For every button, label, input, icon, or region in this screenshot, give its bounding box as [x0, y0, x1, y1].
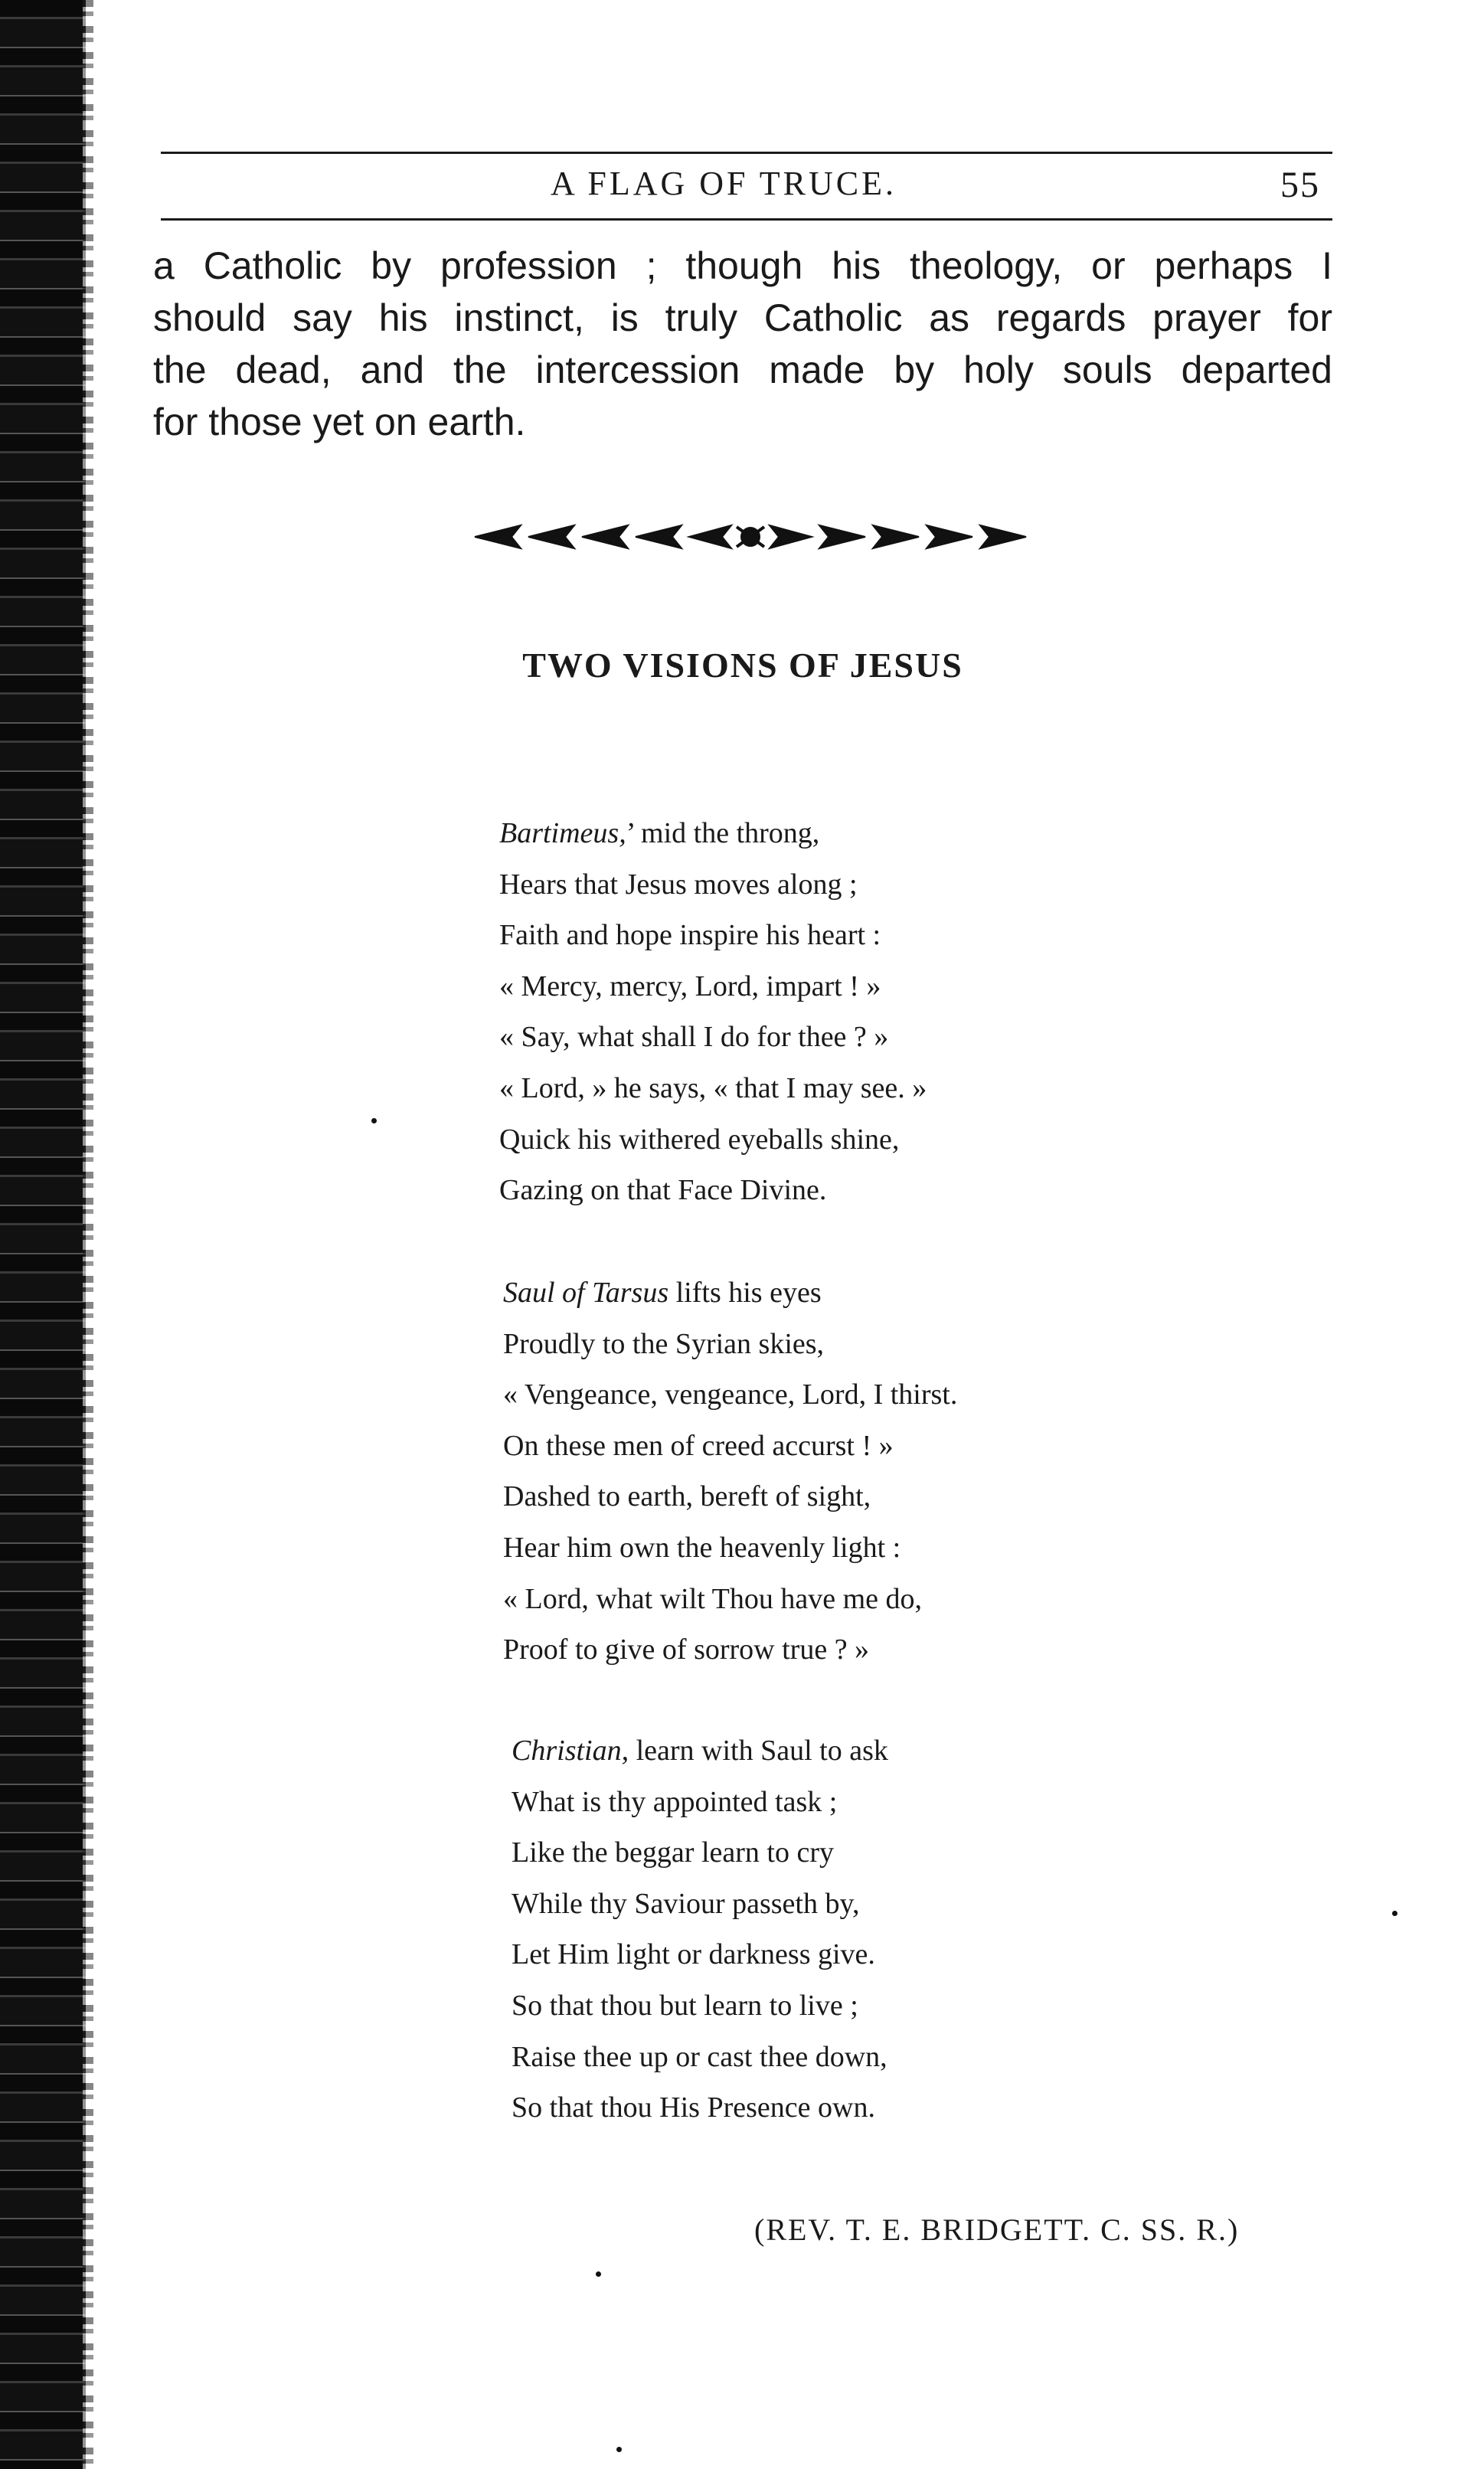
verse-line: « Mercy, mercy, Lord, impart ! » — [499, 970, 881, 1002]
prose-paragraph — [153, 240, 1332, 448]
prose-line: should say his instinct, is truly Catholic as regards prayer for — [153, 296, 1332, 339]
poem-title: TWO VISIONS OF JESUS — [522, 646, 963, 685]
page-number: 55 — [1280, 165, 1320, 205]
verse-line: « Say, what shall I do for thee ? » — [499, 1021, 889, 1054]
verse-line — [499, 808, 927, 859]
prose-line: a Catholic by profession ; though his theology, or perhaps I — [153, 244, 1332, 287]
running-title: A FLAG OF TRUCE. — [551, 165, 897, 202]
verse-text: lifts his eyes — [668, 1277, 822, 1309]
verse-line — [512, 1725, 888, 1777]
header-rule-top — [161, 152, 1332, 154]
poem-stanza — [499, 808, 927, 1216]
verse-line: So that thou His Presence own. — [512, 2091, 875, 2124]
verse-lead-italic: Bartimeus, — [499, 817, 626, 849]
verse-line: « Lord, » he says, « that I may see. » — [499, 1071, 927, 1104]
verse-line: Faith and hope inspire his heart : — [499, 919, 881, 952]
verse-line: Proudly to the Syrian skies, — [503, 1327, 825, 1360]
prose-line: the dead, and the intercession made by holy souls departed — [153, 348, 1332, 391]
verse-line: Like the beggar learn to cry — [512, 1836, 834, 1869]
print-speck — [596, 2271, 601, 2277]
verse-line: Hears that Jesus moves along ; — [499, 868, 858, 901]
verse-line: Proof to give of sorrow true ? » — [503, 1633, 870, 1666]
poem-stanza — [503, 1267, 957, 1676]
verse-line: « Lord, what wilt Thou have me do, — [503, 1582, 923, 1615]
book-binding-edge — [0, 0, 86, 2469]
print-speck — [1392, 1911, 1397, 1916]
verse-line: On these men of creed accurst ! » — [503, 1429, 894, 1462]
verse-line: Quick his withered eyeballs shine, — [499, 1123, 900, 1156]
poem-stanza — [512, 1725, 888, 2134]
poem-attribution: (REV. T. E. BRIDGETT. C. SS. R.) — [754, 2212, 1240, 2247]
verse-line: Dashed to earth, bereft of sight, — [503, 1480, 871, 1513]
verse-line: Hear him own the heavenly light : — [503, 1531, 901, 1564]
verse-text: ’ mid the throng, — [626, 817, 820, 849]
verse-lead-italic: Christian, — [512, 1735, 629, 1767]
header-rule-bottom — [161, 218, 1332, 221]
print-speck — [371, 1118, 377, 1123]
verse-lead-italic: Saul of Tarsus — [503, 1277, 669, 1309]
verse-line: Raise thee up or cast thee down, — [512, 2040, 887, 2073]
verse-line: So that thou but learn to live ; — [512, 1989, 858, 2022]
ornamental-divider — [467, 519, 1034, 554]
verse-line — [503, 1267, 957, 1319]
verse-line: Gazing on that Face Divine. — [499, 1174, 827, 1207]
verse-line: While thy Saviour passeth by, — [512, 1887, 860, 1920]
verse-line: Let Him light or darkness give. — [512, 1938, 875, 1971]
verse-line: What is thy appointed task ; — [512, 1785, 838, 1818]
prose-line: for those yet on earth. — [153, 401, 526, 443]
verse-text: learn with Saul to ask — [629, 1735, 888, 1767]
print-speck — [616, 2447, 622, 2452]
verse-line: « Vengeance, vengeance, Lord, I thirst. — [503, 1378, 958, 1411]
